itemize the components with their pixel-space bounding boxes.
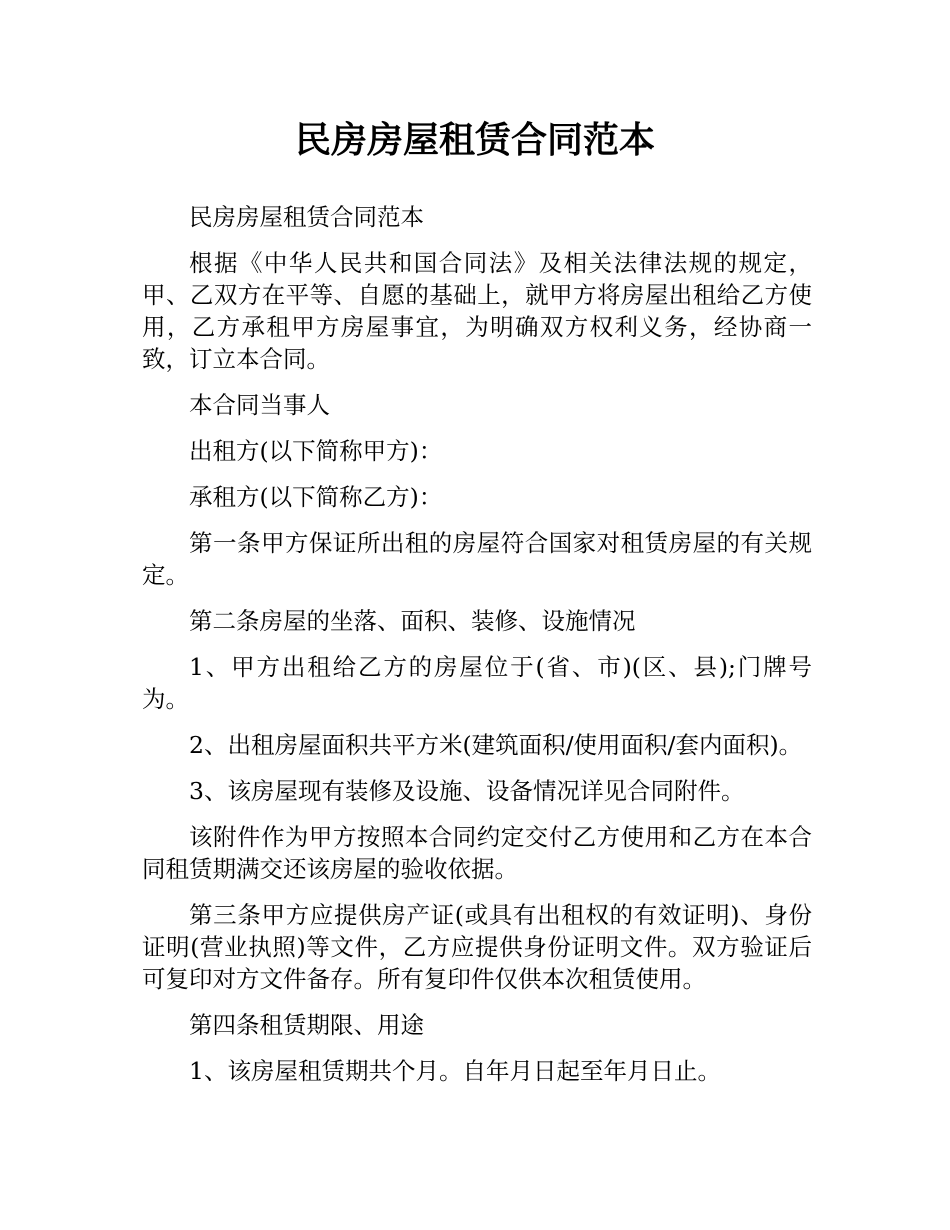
paragraph-article-4-item-1: 1、该房屋租赁期共个月。自年月日起至年月日止。	[189, 1057, 721, 1085]
document-body	[142, 201, 812, 1101]
paragraph-article-4: 第四条租赁期限、用途	[189, 1011, 424, 1039]
paragraph-article-2-item-2: 2、出租房屋面积共平方米(建筑面积/使用面积/套内面积)。	[189, 731, 803, 759]
document-title: 民房房屋租赁合同范本	[294, 120, 655, 161]
paragraph-lessee: 承租方(以下简称乙方)：	[189, 483, 443, 511]
paragraph-parties-heading: 本合同当事人	[189, 391, 330, 419]
paragraph-article-1: 第一条甲方保证所出租的房屋符合国家对租赁房屋的有关规定。	[142, 529, 812, 589]
paragraph-article-2: 第二条房屋的坐落、面积、装修、设施情况	[189, 607, 636, 635]
paragraph-article-2-item-3: 3、该房屋现有装修及设施、设备情况详见合同附件。	[189, 777, 745, 805]
paragraph-preamble: 根据《中华人民共和国合同法》及相关法律法规的规定，甲、乙双方在平等、自愿的基础上，就甲方将房屋出租给乙方使用，乙方承租甲方房屋事宜，为明确双方权利义务，经协商一致，订立本合同。	[142, 249, 812, 373]
paragraph-heading-repeat: 民房房屋租赁合同范本	[189, 203, 424, 231]
paragraph-article-3: 第三条甲方应提供房产证(或具有出租权的有效证明)、身份证明(营业执照)等文件，乙方应提供身份证明文件。双方验证后可复印对方文件备存。所有复印件仅供本次租赁使用。	[142, 901, 812, 993]
paragraph-lessor: 出租方(以下简称甲方)：	[189, 437, 443, 465]
paragraph-article-2-item-1: 1、甲方出租给乙方的房屋位于(省、市)(区、县);门牌号为。	[142, 653, 812, 713]
paragraph-attachment-note: 该附件作为甲方按照本合同约定交付乙方使用和乙方在本合同租赁期满交还该房屋的验收依据。	[142, 823, 812, 883]
